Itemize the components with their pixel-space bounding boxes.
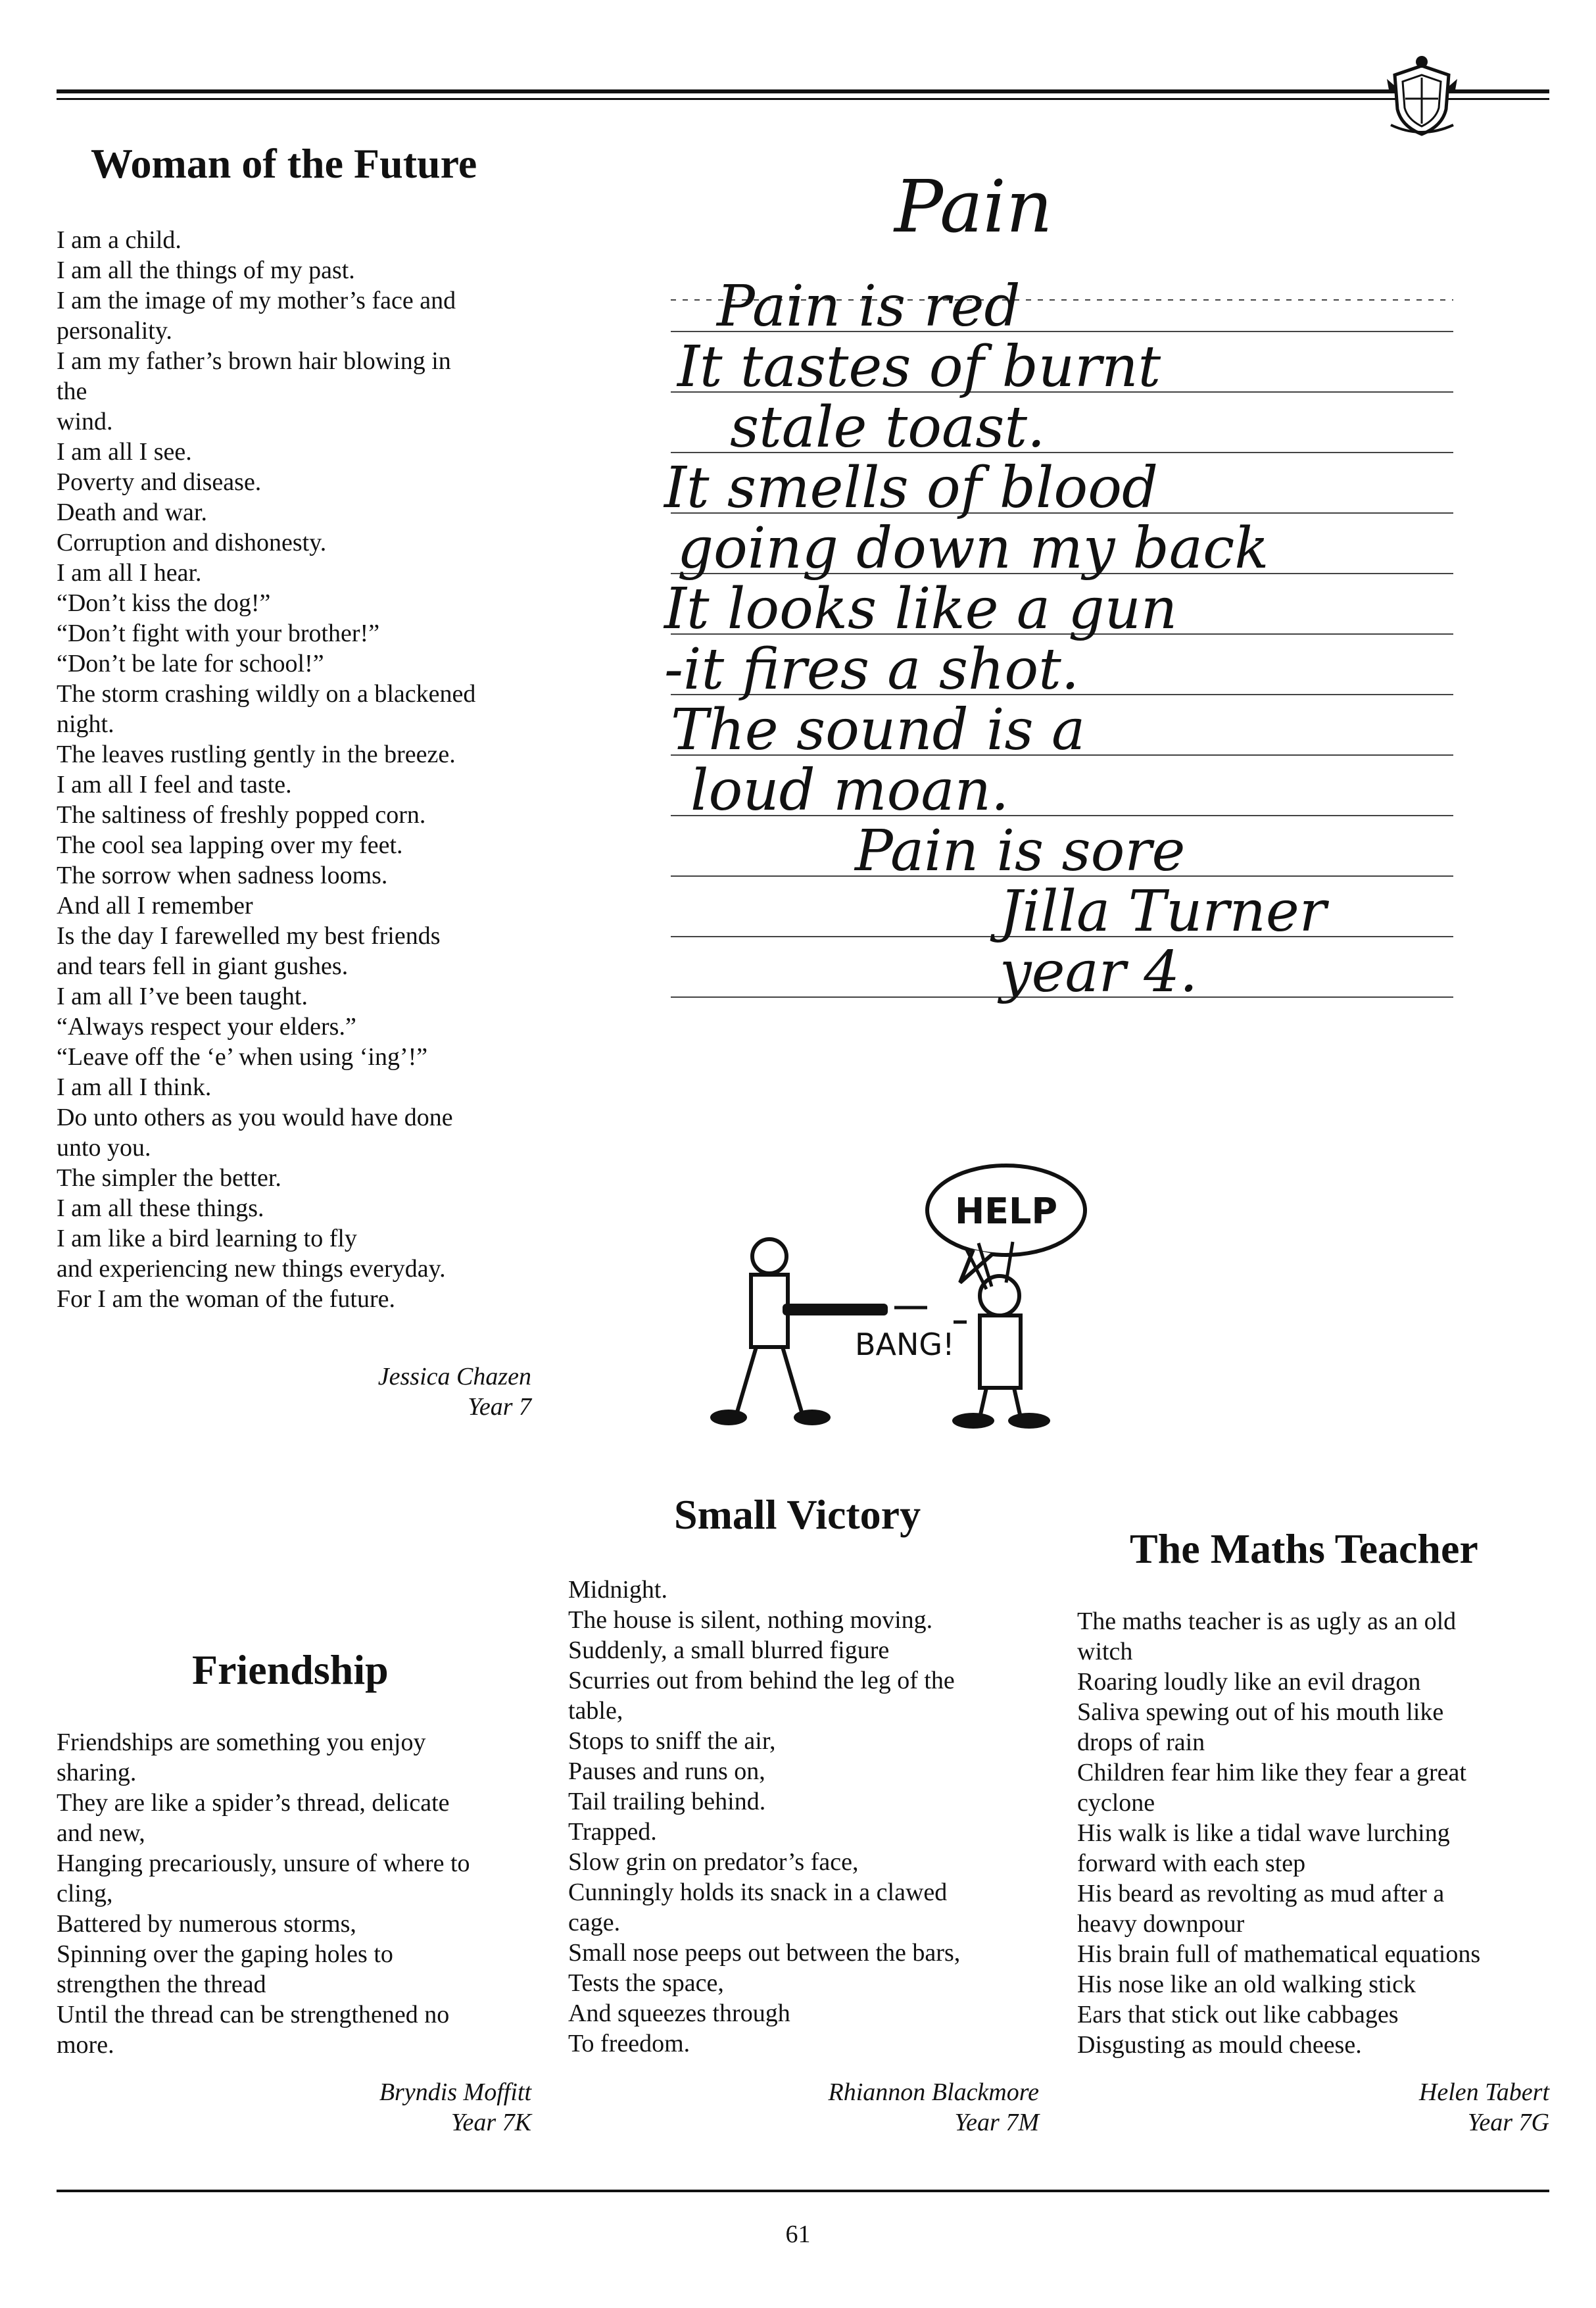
poem-line: Is the day I farewelled my best friends: [57, 922, 441, 950]
victory-lines: [568, 1575, 960, 2059]
poem-line: I am the image of my mother’s face and: [57, 287, 456, 314]
school-crest-icon: [1384, 53, 1460, 138]
poem-line: Spinning over the gaping holes to: [57, 1940, 393, 1968]
woman-title: Woman of the Future: [91, 140, 477, 187]
poem-line: The house is silent, nothing moving.: [568, 1606, 933, 1634]
poem-line: I am all I see.: [57, 438, 192, 466]
poem-line: Scurries out from behind the leg of the: [568, 1667, 955, 1694]
poem-line: personality.: [57, 317, 172, 345]
pain-line: loud moan.: [690, 758, 1009, 823]
poem-line: cling,: [57, 1880, 113, 1907]
poem-line: To freedom.: [568, 2030, 690, 2057]
poem-line: The leaves rustling gently in the breeze.: [57, 741, 456, 768]
poem-line: Suddenly, a small blurred figure: [568, 1636, 890, 1664]
poem-line: and tears fell in giant gushes.: [57, 952, 349, 980]
bang-text: BANG!: [855, 1327, 955, 1362]
poem-line: “Leave off the ‘e’ when using ‘ing’!”: [57, 1043, 428, 1071]
poem-line: Pauses and runs on,: [568, 1757, 765, 1785]
poem-line: And squeezes through: [568, 2000, 790, 2027]
victory-credit: [723, 2077, 1039, 2138]
woman-credit: [263, 1362, 531, 1422]
woman-year: Year 7: [468, 1393, 531, 1421]
poem-line: Stops to sniff the air,: [568, 1727, 776, 1755]
header-rule-thick: [57, 89, 1549, 93]
pain-line: It looks like a gun: [664, 576, 1178, 642]
poem-line: The saltiness of freshly popped corn.: [57, 801, 426, 829]
pain-line: It tastes of burnt: [677, 334, 1161, 400]
poem-line: I am all I think.: [57, 1073, 212, 1101]
poem-line: Tail trailing behind.: [568, 1788, 766, 1815]
friendship-title: Friendship: [192, 1646, 389, 1693]
poem-line: Disgusting as mould cheese.: [1077, 2031, 1362, 2059]
pain-line: -it fires a shot.: [664, 637, 1080, 702]
victory-author: Rhiannon Blackmore: [828, 2078, 1039, 2106]
poem-line: Friendships are something you enjoy: [57, 1729, 426, 1756]
pain-line: Pain is red: [717, 274, 1021, 339]
poem-line: cyclone: [1077, 1789, 1155, 1817]
maths-author: Helen Tabert: [1418, 2078, 1549, 2106]
gun-drawing: [697, 1158, 1157, 1434]
poem-line: the: [57, 378, 87, 405]
friendship-author: Bryndis Moffitt: [379, 2078, 531, 2106]
poem-line: Slow grin on predator’s face,: [568, 1848, 859, 1876]
poem-line: Cunningly holds its snack in a clawed: [568, 1878, 948, 1906]
header-rule-thin: [57, 98, 1549, 100]
pain-line: It smells of blood: [664, 455, 1159, 521]
poem-line: I am all these things.: [57, 1194, 264, 1222]
victory-title: Small Victory: [674, 1491, 921, 1538]
poem-line: I am like a bird learning to fly: [57, 1225, 357, 1252]
pain-line: year 4.: [1000, 939, 1198, 1005]
poem-line: Ears that stick out like cabbages: [1077, 2001, 1399, 2028]
poem-line: Roaring loudly like an evil dragon: [1077, 1668, 1421, 1696]
pain-line: Jilla Turner: [1000, 879, 1326, 945]
poem-line: Tests the space,: [568, 1969, 724, 1997]
header-rule: [57, 89, 1549, 103]
poem-line: I am all I’ve been taught.: [57, 983, 308, 1010]
poem-line: and experiencing new things everyday.: [57, 1255, 446, 1283]
poem-line: table,: [568, 1697, 623, 1725]
poem-line: cage.: [568, 1909, 621, 1936]
poem-line: The maths teacher is as ugly as an old: [1077, 1608, 1457, 1635]
poem-line: I am all I feel and taste.: [57, 771, 292, 798]
poem-line: And all I remember: [57, 892, 253, 920]
friendship-credit: [263, 2077, 531, 2138]
poem-line: Trapped.: [568, 1818, 657, 1846]
poem-line: Children fear him like they fear a great: [1077, 1759, 1466, 1786]
poem-line: heavy downpour: [1077, 1910, 1245, 1938]
maths-year: Year 7G: [1467, 2109, 1549, 2136]
poem-line: Until the thread can be strengthened no: [57, 2001, 450, 2028]
poem-line: I am all the things of my past.: [57, 257, 355, 284]
pain-handwritten-poem: [631, 145, 1486, 1092]
woman-lines: [57, 225, 475, 1314]
maths-lines: [1077, 1606, 1480, 2060]
poem-line: I am my father’s brown hair blowing in: [57, 347, 451, 375]
poem-line: Do unto others as you would have done: [57, 1104, 453, 1131]
poem-line: Hanging precariously, unsure of where to: [57, 1850, 470, 1877]
poem-line: Midnight.: [568, 1576, 667, 1604]
poem-line: I am all I hear.: [57, 559, 202, 587]
poem-line: “Don’t be late for school!”: [57, 650, 324, 677]
poem-line: sharing.: [57, 1759, 137, 1786]
pain-line: The sound is a: [671, 697, 1086, 763]
poem-line: strengthen the thread: [57, 1971, 266, 1998]
poem-line: “Don’t kiss the dog!”: [57, 589, 271, 617]
page-number: 61: [785, 2221, 811, 2248]
poem-line: “Don’t fight with your brother!”: [57, 620, 380, 647]
speech-text: HELP: [954, 1191, 1058, 1232]
maths-credit: [1230, 2077, 1549, 2138]
poem-line: “Always respect your elders.”: [57, 1013, 356, 1041]
poem-line: His walk is like a tidal wave lurching: [1077, 1819, 1450, 1847]
poem-line: His beard as revolting as mud after a: [1077, 1880, 1445, 1907]
friendship-year: Year 7K: [450, 2109, 531, 2136]
poem-line: wind.: [57, 408, 113, 435]
poem-line: forward with each step: [1077, 1850, 1306, 1877]
poem-line: Small nose peeps out between the bars,: [568, 1939, 961, 1967]
poem-line: The storm crashing wildly on a blackened: [57, 680, 476, 708]
pain-line: Pain is sore: [855, 818, 1186, 884]
poem-line: Saliva spewing out of his mouth like: [1077, 1698, 1444, 1726]
poem-line: For I am the woman of the future.: [57, 1285, 395, 1313]
footer-rule: [57, 2190, 1549, 2192]
poem-line: The cool sea lapping over my feet.: [57, 831, 403, 859]
poem-line: I am a child.: [57, 226, 181, 254]
woman-author: Jessica Chazen: [377, 1363, 531, 1390]
poem-line: witch: [1077, 1638, 1133, 1665]
victory-year: Year 7M: [954, 2109, 1039, 2136]
poem-line: and new,: [57, 1819, 145, 1847]
poem-line: night.: [57, 710, 114, 738]
poem-line: His nose like an old walking stick: [1077, 1971, 1416, 1998]
maths-title: The Maths Teacher: [1130, 1525, 1478, 1572]
friendship-lines: [57, 1727, 470, 2060]
poem-line: drops of rain: [1077, 1729, 1205, 1756]
poem-line: Corruption and dishonesty.: [57, 529, 327, 556]
poem-line: unto you.: [57, 1134, 151, 1162]
poem-line: Poverty and disease.: [57, 468, 262, 496]
poem-line: They are like a spider’s thread, delicate: [57, 1789, 450, 1817]
pain-line: stale toast.: [730, 395, 1046, 460]
poem-line: The sorrow when sadness looms.: [57, 862, 388, 889]
poem-line: more.: [57, 2031, 114, 2059]
poem-line: His brain full of mathematical equations: [1077, 1940, 1481, 1968]
pain-title: Pain: [894, 164, 1053, 249]
poem-line: Battered by numerous storms,: [57, 1910, 356, 1938]
poem-line: Death and war.: [57, 499, 207, 526]
poem-line: The simpler the better.: [57, 1164, 281, 1192]
pain-line: going down my back: [677, 516, 1269, 581]
